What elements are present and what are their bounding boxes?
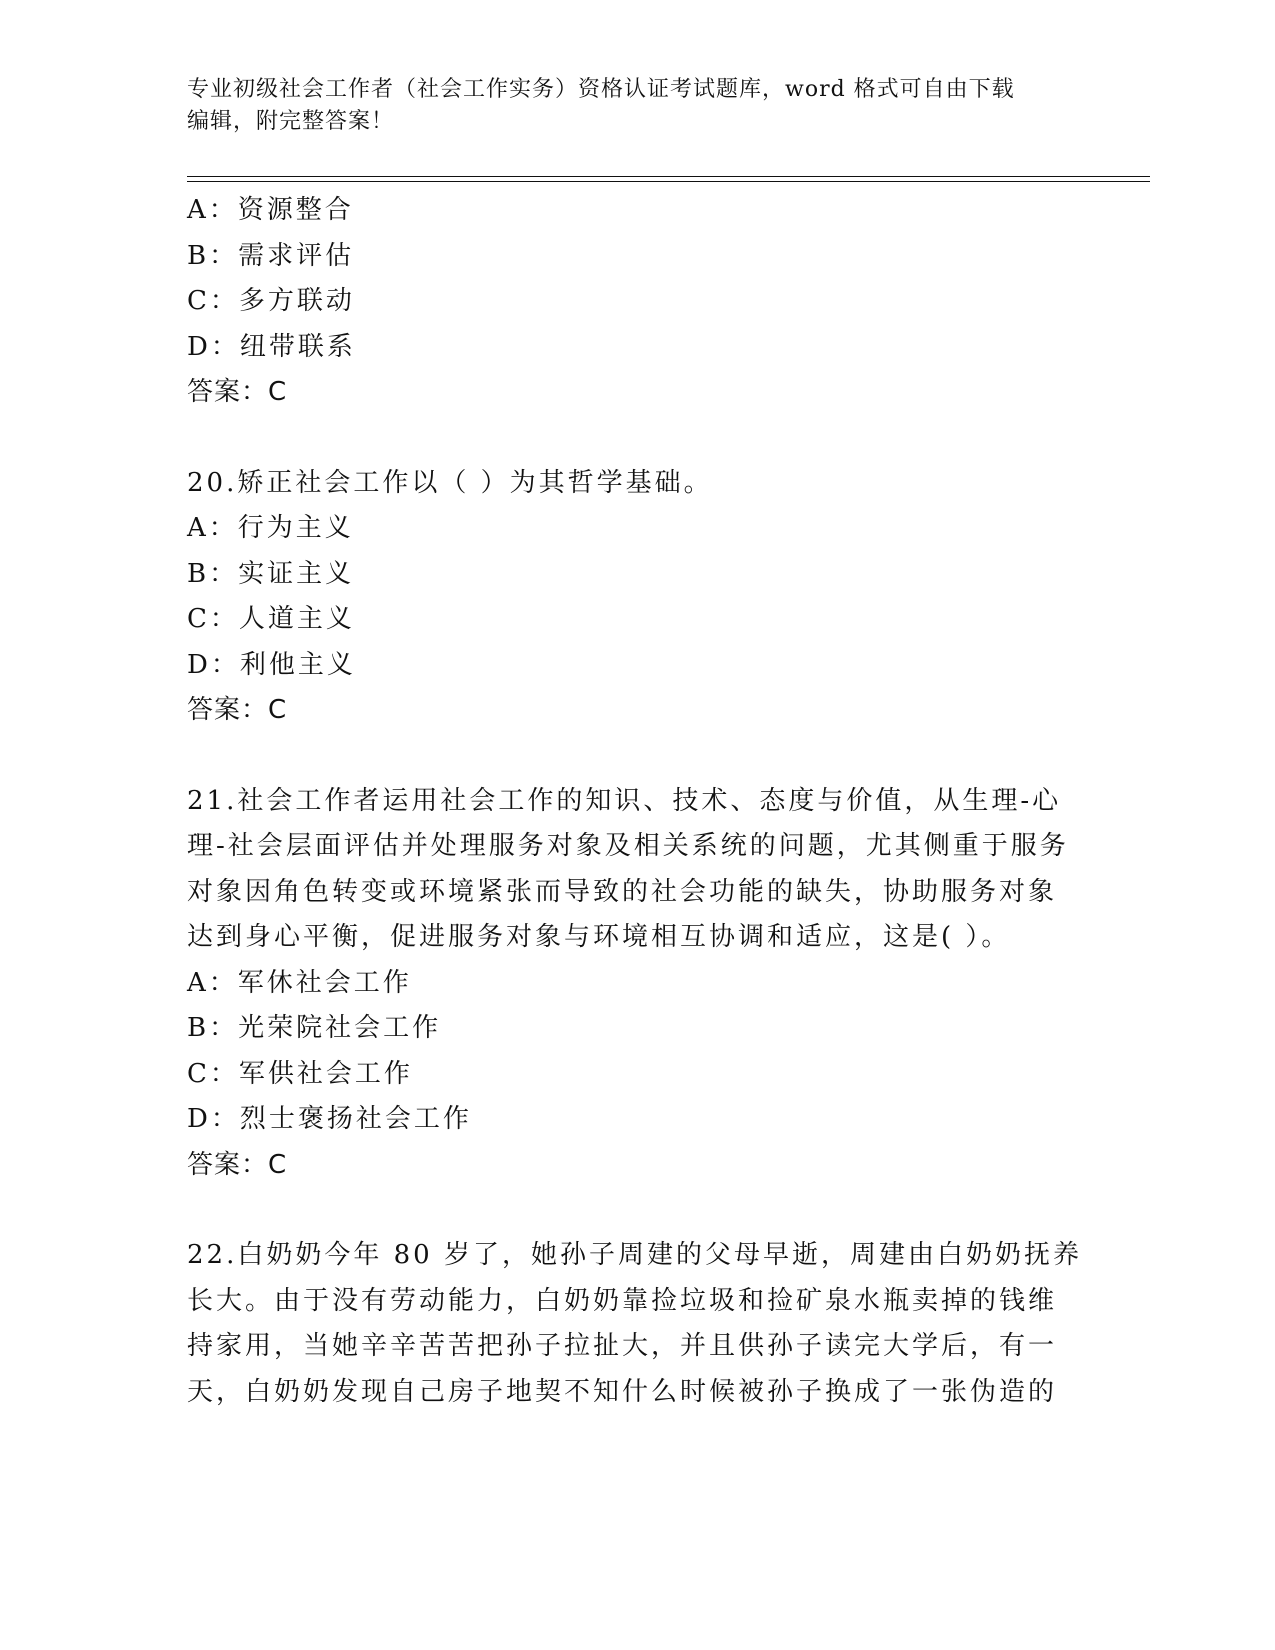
header-divider-bottom xyxy=(187,181,1150,182)
option-c: C：人道主义 xyxy=(187,604,355,634)
question-22 xyxy=(187,1233,1082,1415)
option-a: A：资源整合 xyxy=(187,195,354,225)
option-d: D：利他主义 xyxy=(187,649,356,680)
spacer xyxy=(187,734,1067,779)
question-text-line-1: 21.社会工作者运用社会工作的知识、技术、态度与价值，从生理-心 xyxy=(187,785,1062,816)
answer: 答案：C xyxy=(187,377,288,407)
option-b: B：需求评估 xyxy=(187,240,355,271)
question-19 xyxy=(187,188,1067,416)
page-header xyxy=(187,74,1087,138)
option-d: D：烈士褒扬社会工作 xyxy=(187,1104,472,1134)
option-a: A：军休社会工作 xyxy=(187,967,412,998)
header-line-1: 专业初级社会工作者（社会工作实务）资格认证考试题库，word 格式可自由下载 xyxy=(187,77,1015,102)
question-text-line-2: 理-社会层面评估并处理服务对象及相关系统的问题，尤其侧重于服务 xyxy=(187,831,1069,861)
question-text: 20.矫正社会工作以（ ）为其哲学基础。 xyxy=(187,467,713,498)
question-text-line-4: 天，白奶奶发现自己房子地契不知什么时候被孙子换成了一张伪造的 xyxy=(187,1376,1058,1407)
option-a: A：行为主义 xyxy=(187,513,354,543)
question-21 xyxy=(187,779,1067,1189)
question-text-line-1: 22.白奶奶今年 80 岁了，她孙子周建的父母早逝，周建由白奶奶抚养 xyxy=(187,1240,1082,1270)
spacer xyxy=(187,1188,1067,1233)
option-c: C：多方联动 xyxy=(187,286,355,316)
question-content xyxy=(187,188,1082,1415)
question-text-line-4: 达到身心平衡，促进服务对象与环境相互协调和适应，这是( ）。 xyxy=(187,922,1011,952)
header-line-2: 编辑，附完整答案！ xyxy=(187,109,395,134)
option-c: C：军供社会工作 xyxy=(187,1058,413,1089)
option-b: B：光荣院社会工作 xyxy=(187,1013,442,1043)
question-text-line-3: 持家用，当她辛辛苦苦把孙子拉扯大，并且供孙子读完大学后，有一 xyxy=(187,1331,1058,1361)
question-text-line-3: 对象因角色转变或环境紧张而导致的社会功能的缺失，协助服务对象 xyxy=(187,876,1058,907)
spacer xyxy=(187,416,1067,461)
option-d: D：纽带联系 xyxy=(187,331,356,362)
question-text-line-2: 长大。由于没有劳动能力，白奶奶靠捡垃圾和捡矿泉水瓶卖掉的钱维 xyxy=(187,1285,1058,1316)
header-divider-top xyxy=(187,176,1150,177)
answer: 答案：C xyxy=(187,1149,288,1180)
option-b: B：实证主义 xyxy=(187,558,355,589)
answer: 答案：C xyxy=(187,695,288,725)
question-20 xyxy=(187,461,1067,734)
